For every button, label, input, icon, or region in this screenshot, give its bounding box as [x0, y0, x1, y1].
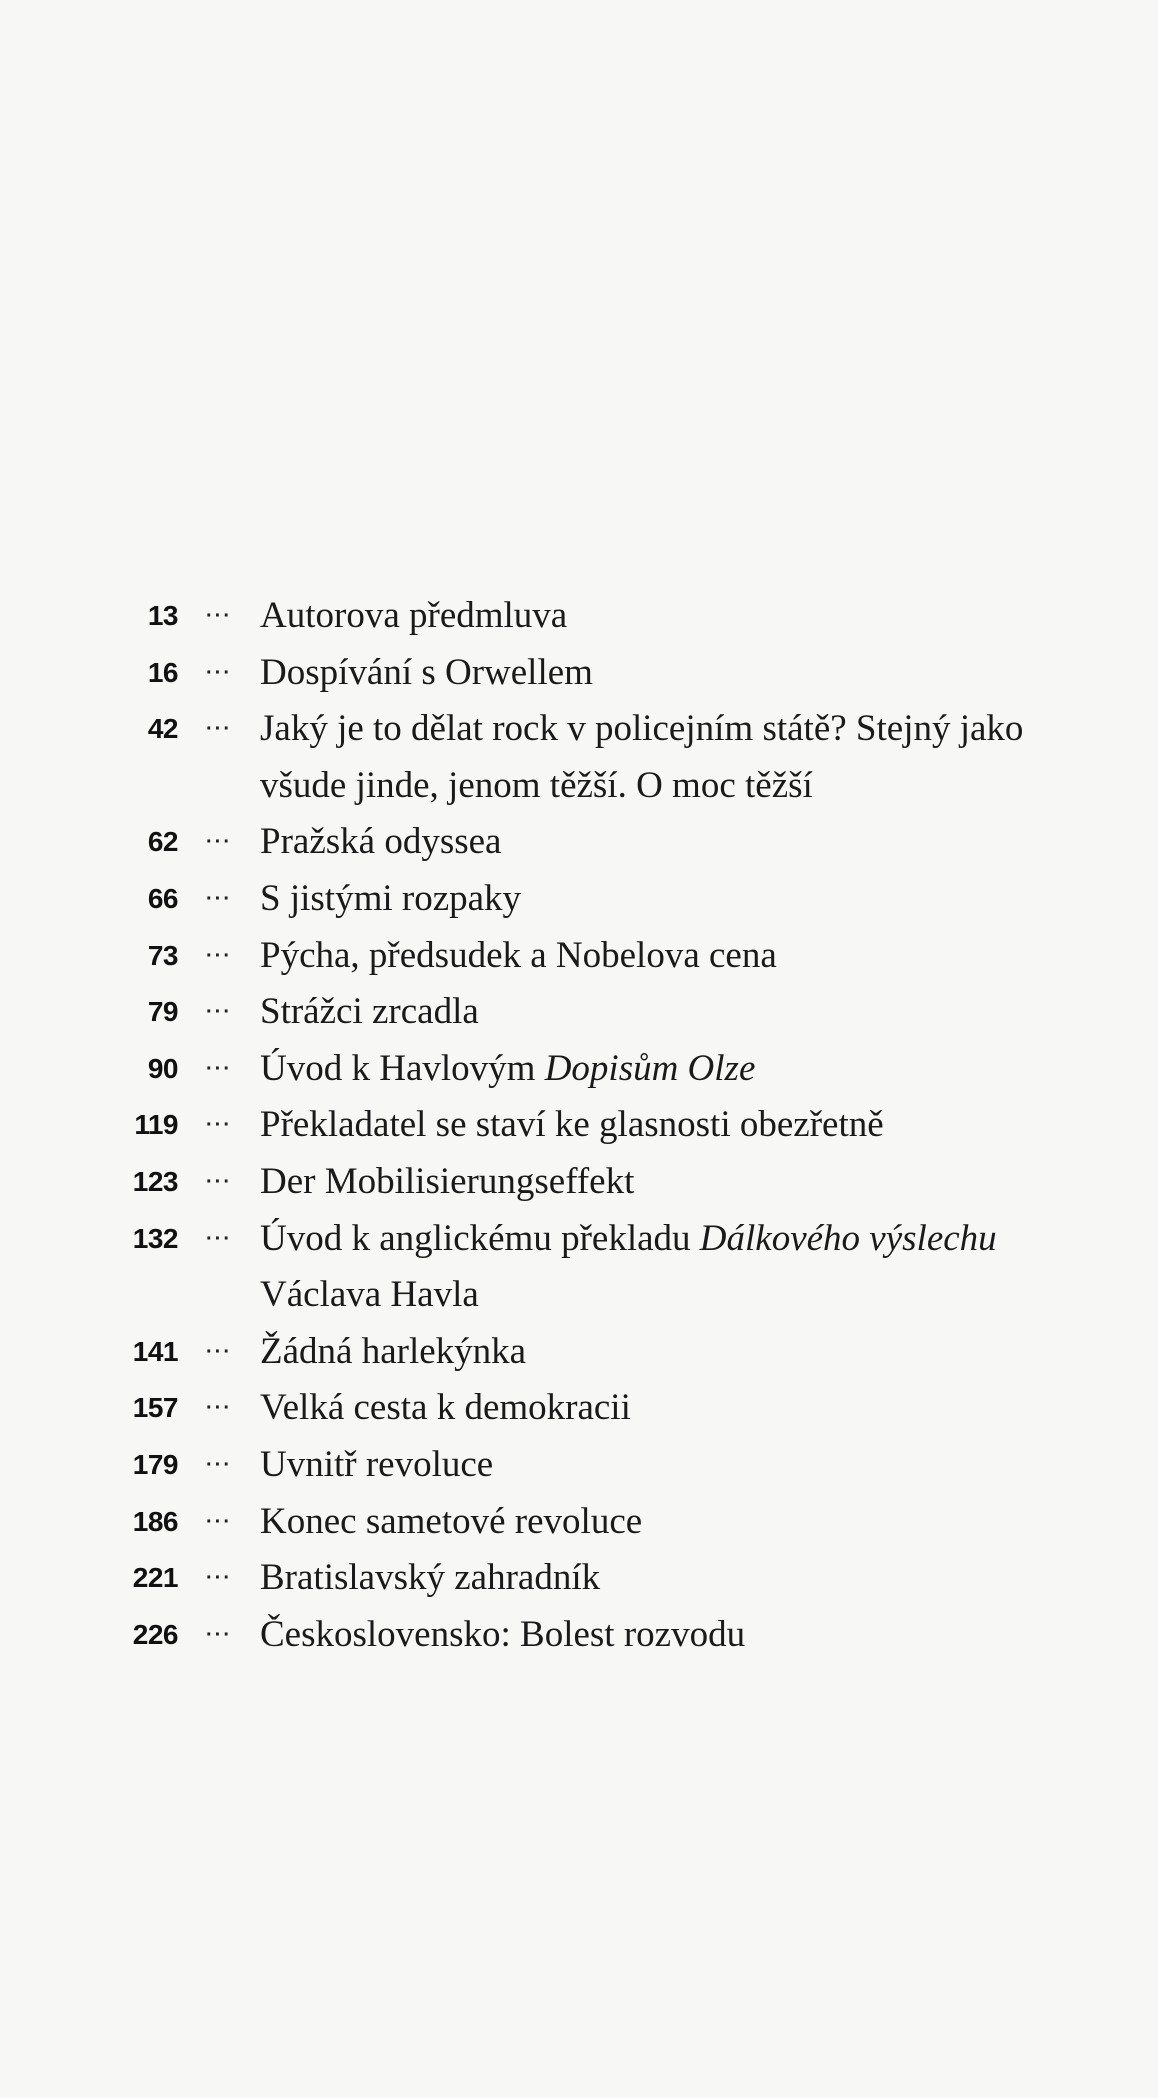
leader-dots: ···: [206, 605, 232, 627]
toc-entry[interactable]: [100, 814, 1100, 871]
page-number: 132: [132, 1222, 178, 1254]
leader-dots: ···: [206, 1170, 232, 1193]
entry-title: [260, 1211, 1060, 1324]
leader-dots: ···: [206, 1001, 232, 1024]
leader-dots: ···: [206, 1567, 232, 1590]
toc-entry[interactable]: [100, 645, 1100, 702]
toc-entry[interactable]: [100, 928, 1100, 985]
toc-entry[interactable]: [100, 1041, 1100, 1098]
title-text: Československo: Bolest rozvodu: [260, 1613, 746, 1655]
page-number: 221: [132, 1562, 178, 1594]
page-number: 13: [147, 600, 178, 631]
entry-title: [260, 1494, 1100, 1551]
entry-title: [260, 871, 1100, 928]
toc-entry[interactable]: [100, 871, 1100, 928]
toc-entry[interactable]: [100, 701, 1100, 814]
entry-title: [260, 928, 1100, 985]
leader-dots: ···: [206, 944, 232, 967]
page-number: 226: [132, 1618, 178, 1650]
title-text: Žádná harlekýnka: [260, 1330, 527, 1372]
entry-title: [260, 1041, 1100, 1098]
page-number: 73: [147, 939, 178, 971]
leader-dots: ···: [206, 718, 232, 741]
entry-title: [260, 701, 1050, 814]
toc-entry[interactable]: [100, 984, 1100, 1041]
leader-dots: ···: [206, 1340, 232, 1363]
entry-title: [260, 814, 1100, 871]
page-number: 16: [147, 656, 178, 688]
toc-entry[interactable]: [100, 1380, 1100, 1437]
page-number: 186: [132, 1505, 178, 1537]
entry-title: [260, 1380, 1100, 1437]
page-number: 62: [147, 826, 178, 858]
toc-entry[interactable]: [100, 1154, 1100, 1211]
title-text: Der Mobilisierungseffekt: [260, 1160, 635, 1202]
title-text: Jaký je to dělat rock v policejním státě? Stejný jako všude jinde, jenom těžší. O moc těžší: [260, 708, 1024, 806]
title-italic: Dálkového výslechu: [699, 1217, 997, 1259]
page-number: 141: [132, 1335, 178, 1367]
title-after: Václava Havla: [260, 1274, 479, 1316]
toc-entry[interactable]: [100, 1437, 1100, 1494]
leader-dots: ···: [206, 1510, 232, 1533]
toc-entry[interactable]: [100, 1607, 1100, 1664]
entry-title: [260, 1437, 1100, 1494]
page-number: 79: [147, 996, 178, 1028]
title-text: Pražská odyssea: [260, 821, 502, 863]
leader-dots: ···: [206, 1453, 232, 1476]
entry-title: [260, 1550, 1100, 1607]
title-text: Pýcha, předsudek a Nobelova cena: [260, 934, 777, 976]
title-text: Překladatel se staví ke glasnosti obezřetně: [260, 1104, 884, 1146]
toc-entry[interactable]: [100, 1211, 1100, 1324]
title-text: Strážci zrcadla: [260, 991, 479, 1033]
title-italic: Dopisům Olze: [544, 1047, 756, 1089]
title-text: Uvnitř revoluce: [260, 1443, 494, 1485]
entry-title: [260, 984, 1100, 1041]
page-number: 42: [147, 713, 178, 745]
leader-dots: ···: [206, 1397, 232, 1420]
leader-dots: ···: [206, 1114, 232, 1137]
title-text: Velká cesta k demokracii: [260, 1387, 631, 1429]
leader-dots: ···: [206, 1227, 232, 1250]
toc-entry[interactable]: [100, 1097, 1100, 1154]
page-number: 123: [132, 1165, 178, 1197]
title-text: Autorova předmluva: [260, 595, 568, 636]
title-text: Dospívání s Orwellem: [260, 651, 593, 693]
page-number: 157: [132, 1392, 178, 1424]
entry-title: [260, 645, 1100, 702]
title-text: Konec sametové revoluce: [260, 1500, 643, 1542]
entry-title: [260, 1097, 1100, 1154]
toc-entry[interactable]: [100, 1494, 1100, 1551]
toc-entry[interactable]: [100, 1550, 1100, 1607]
leader-dots: ···: [206, 1057, 232, 1080]
toc-entry[interactable]: [100, 1324, 1100, 1381]
entry-title: [260, 1607, 1100, 1664]
page-number: 90: [147, 1052, 178, 1084]
entry-title: [260, 588, 1100, 645]
toc-entry[interactable]: [100, 588, 1100, 645]
table-of-contents: [100, 588, 1100, 1663]
leader-dots: ···: [206, 661, 232, 684]
title-text: Bratislavský zahradník: [260, 1557, 601, 1599]
leader-dots: ···: [206, 831, 232, 854]
entry-title: [260, 1324, 1100, 1381]
leader-dots: ···: [206, 887, 232, 910]
title-text: S jistými rozpaky: [260, 877, 522, 919]
entry-title: [260, 1154, 1100, 1211]
page-number: 66: [147, 882, 178, 914]
title-text: Úvod k Havlovým: [260, 1047, 545, 1089]
title-text: Úvod k anglickému překladu: [260, 1217, 700, 1259]
page-number: 179: [132, 1448, 178, 1480]
page-number: 119: [134, 1109, 178, 1141]
leader-dots: ···: [206, 1623, 232, 1646]
